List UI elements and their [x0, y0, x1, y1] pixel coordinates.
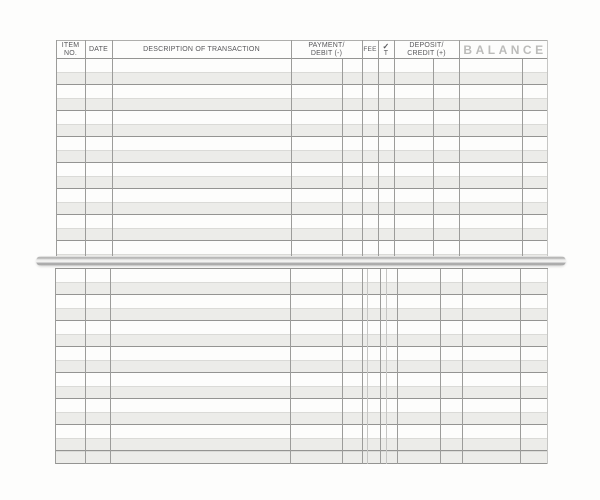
row-shaded-line — [56, 124, 548, 136]
header-item-no-line2: NO. — [63, 49, 78, 57]
column-rule-line — [362, 40, 363, 258]
row-shaded-line — [55, 282, 548, 294]
column-rule-line — [397, 269, 398, 464]
register-row — [56, 59, 548, 85]
register-bottom-page — [55, 268, 548, 464]
register-row-partial — [55, 451, 548, 464]
row-write-line — [56, 137, 548, 150]
register-row — [56, 163, 548, 189]
column-rule-line — [367, 269, 368, 464]
row-shaded-line — [55, 334, 548, 346]
column-rule-line — [380, 269, 381, 464]
row-write-line — [56, 85, 548, 98]
column-rule-line — [110, 269, 111, 464]
column-rule-line — [433, 59, 434, 258]
column-rule-line — [386, 269, 387, 464]
register-row — [55, 321, 548, 347]
page-divider-bar — [36, 256, 566, 266]
row-write-line — [55, 399, 548, 412]
register-row — [56, 111, 548, 137]
register-row — [55, 269, 548, 295]
header-description: DESCRIPTION OF TRANSACTION — [143, 45, 260, 53]
row-shaded-line — [55, 412, 548, 424]
column-rule-line — [520, 269, 521, 464]
row-shaded-line — [56, 202, 548, 214]
column-rule-line — [394, 40, 395, 258]
column-rule-line — [291, 40, 292, 258]
column-rule-line — [342, 59, 343, 258]
row-write-line — [56, 215, 548, 228]
row-write-line — [55, 269, 548, 282]
row-shaded-line — [55, 386, 548, 398]
header-date: DATE — [89, 45, 108, 53]
header-fee: FEE — [363, 45, 377, 53]
header-balance: BALANCE — [463, 42, 547, 57]
column-rule-line — [378, 40, 379, 258]
column-rule-line — [459, 40, 460, 258]
row-shaded-line — [55, 438, 548, 450]
register-top-page — [56, 40, 548, 258]
column-rule-line — [440, 269, 441, 464]
header-cleared-letter: T — [383, 49, 389, 57]
register-row — [55, 295, 548, 321]
row-shaded-line — [56, 150, 548, 162]
column-rule-line — [56, 40, 57, 258]
header-deposit-credit: DEPOSIT/ CREDIT (+) — [407, 42, 446, 57]
row-write-line — [55, 425, 548, 438]
header-cleared — [378, 41, 394, 58]
column-rule-line — [362, 269, 363, 464]
row-write-line — [56, 111, 548, 124]
column-rule-line — [547, 40, 548, 258]
checkmark-icon: ✓ — [382, 41, 390, 51]
row-shaded-line — [56, 176, 548, 188]
row-write-line — [55, 347, 548, 360]
register-row — [55, 399, 548, 425]
row-shaded-line — [56, 98, 548, 110]
header-payment-debit: PAYMENT/ DEBIT (-) — [308, 42, 345, 57]
row-shaded-line — [56, 72, 548, 84]
column-rule-line — [290, 269, 291, 464]
register-rows-top — [56, 59, 548, 258]
column-rule-line — [462, 269, 463, 464]
row-write-line — [55, 373, 548, 386]
row-write-line — [56, 189, 548, 202]
column-rule-line — [522, 59, 523, 258]
row-write-line — [55, 321, 548, 334]
register-row — [55, 347, 548, 373]
header-item-no-line1: ITEM — [61, 42, 80, 49]
register-header-row — [56, 40, 548, 59]
register-row — [55, 425, 548, 451]
row-write-line — [56, 163, 548, 176]
column-rule-line — [342, 269, 343, 464]
column-rule-line — [547, 269, 548, 464]
row-shaded-line — [55, 308, 548, 320]
column-rule-line — [85, 269, 86, 464]
row-write-line — [55, 295, 548, 308]
register-row — [56, 189, 548, 215]
row-write-line — [56, 59, 548, 72]
row-shaded-line — [56, 228, 548, 240]
register-row — [56, 85, 548, 111]
header-item-no — [56, 41, 85, 58]
register-row — [55, 373, 548, 399]
register-row — [56, 137, 548, 163]
register-rows-bottom — [55, 269, 548, 464]
column-rule-line — [112, 40, 113, 258]
register-row — [56, 215, 548, 241]
column-rule-line — [55, 269, 56, 464]
column-rule-line — [85, 40, 86, 258]
row-shaded-line — [55, 360, 548, 372]
